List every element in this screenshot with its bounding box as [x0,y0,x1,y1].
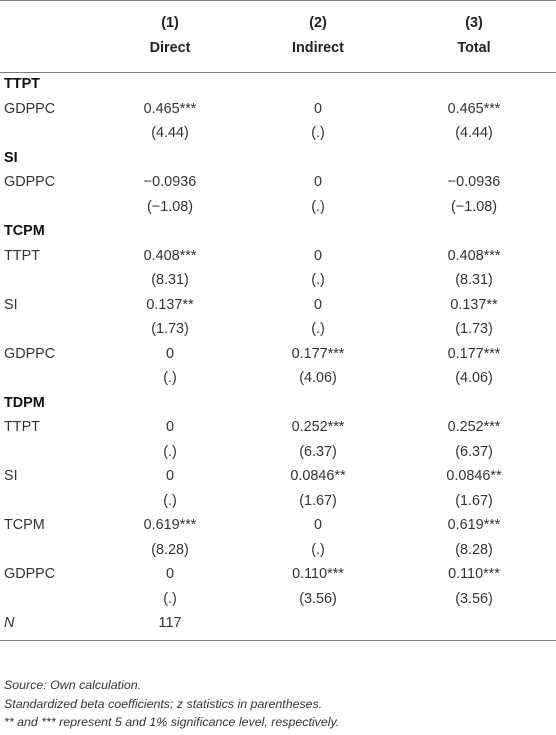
cell-col-1: 117 [158,615,182,631]
cell-col-2: (.) [311,272,325,288]
cell-col-3: 0.465*** [447,100,501,117]
cell-col-1: (4.44) [151,125,189,141]
note-coefficients: Standardized beta coefficients; z statistics in parentheses. [4,696,323,711]
cell-col-1: 0 [165,566,174,582]
z-stat-row [0,489,556,514]
coefficient-row [0,513,556,538]
row-label: GDPPC [4,345,56,362]
cell-col-3 [392,391,556,416]
cell-col-1: (1.73) [151,321,189,337]
cell-col-3: (3.56) [455,590,493,607]
cell-col-2: 0.177*** [291,345,345,362]
cell-col-2: 0 [313,174,322,190]
row-label: SI [4,468,18,484]
column-number-3: (3) [465,15,483,31]
cell-col-1: 0 [165,345,174,362]
cell-col-3: 0.0846** [446,468,502,484]
column-label-total: Total [457,40,491,56]
row-label [0,268,96,293]
cell-col-2 [244,219,392,244]
cell-col-1: 0.137** [146,296,194,313]
z-stat-row [0,317,556,342]
cell-col-1: (.) [163,492,177,509]
cell-col-2: 0 [313,517,322,533]
row-label: N [4,615,15,631]
cell-col-3: 0.619*** [447,517,501,533]
cell-col-2: (6.37) [299,443,337,460]
row-label [0,317,96,342]
cell-col-3: (−1.08) [451,198,497,215]
row-label [0,440,96,465]
cell-col-2: 0.110*** [292,566,344,582]
cell-col-2 [244,611,392,636]
z-stat-row [0,440,556,465]
cell-col-2: (3.56) [299,590,337,607]
cell-col-3: (1.67) [455,492,493,509]
cell-col-1: (.) [163,590,177,607]
cell-col-1 [96,391,244,416]
cell-col-2: (.) [311,541,325,558]
cell-col-3: (8.28) [455,541,493,558]
cell-col-2: 0.0846** [290,468,346,484]
section-row [0,219,556,244]
cell-col-3 [392,72,556,97]
z-stat-row [0,366,556,391]
note-significance: ** and *** represent 5 and 1% significance level, respectively. [4,715,340,729]
cell-col-2: (.) [311,321,325,337]
z-stat-row [0,587,556,612]
coefficient-row [0,562,556,587]
coefficient-row [0,415,556,440]
cell-col-2: 0 [313,296,322,313]
cell-col-3: (4.06) [455,370,493,386]
coefficient-row [0,293,556,318]
section-label: TTPT [4,76,40,92]
cell-col-2: (.) [311,198,325,215]
cell-col-1: (.) [163,443,177,460]
cell-col-3: (1.73) [455,321,493,337]
effects-table [0,1,556,636]
cell-col-3: (6.37) [455,443,493,460]
cell-col-3: 0.110*** [448,566,500,582]
row-label: TTPT [4,247,40,264]
row-label: TTPT [4,419,40,435]
cell-col-3 [392,146,556,171]
coefficient-row [0,244,556,269]
section-row [0,146,556,171]
cell-col-1: (−1.08) [147,198,193,215]
row-label [0,121,96,146]
column-label-indirect: Indirect [292,40,344,56]
cell-col-1 [96,146,244,171]
row-label: GDPPC [4,566,56,582]
cell-col-2: (4.06) [299,370,337,386]
row-label [0,366,96,391]
section-label: SI [4,149,18,166]
cell-col-2 [244,146,392,171]
row-label [0,538,96,563]
cell-col-3: (8.31) [455,272,493,288]
cell-col-1: 0.465*** [143,100,197,117]
cell-col-1: (8.31) [151,272,189,288]
cell-col-1: (8.28) [151,541,189,558]
cell-col-1: 0.408*** [143,247,197,264]
table-header [0,1,556,72]
n-row [0,611,556,636]
coefficient-row [0,97,556,122]
cell-col-3: 0.177*** [447,345,501,362]
cell-col-2 [244,391,392,416]
coefficient-row [0,464,556,489]
row-label: TCPM [4,517,45,533]
cell-col-3: 0.252*** [447,419,501,435]
header-empty-cell [0,36,96,72]
cell-col-3 [392,611,556,636]
cell-col-3: −0.0936 [447,174,501,190]
row-label: GDPPC [4,174,56,190]
column-number-2: (2) [309,15,327,31]
table-body [0,72,556,636]
cell-col-1: 0.619*** [143,517,197,533]
row-label [0,587,96,612]
cell-col-2 [244,72,392,97]
bottom-rule [0,640,556,641]
cell-col-2: (1.67) [299,492,337,509]
note-source: Source: Own calculation. [4,678,142,692]
cell-col-2: 0 [313,100,322,117]
row-label: SI [4,296,18,313]
section-row [0,72,556,97]
cell-col-1: (.) [163,370,177,386]
cell-col-1 [96,219,244,244]
section-label: TDPM [4,394,45,411]
section-label: TCPM [4,223,45,239]
row-label [0,489,96,514]
row-label: GDPPC [4,100,56,117]
row-label [0,195,96,220]
cell-col-1: 0 [165,419,174,435]
cell-col-3 [392,219,556,244]
coefficient-row [0,342,556,367]
table-notes [4,676,339,732]
cell-col-3: (4.44) [455,125,493,141]
z-stat-row [0,195,556,220]
cell-col-2: (.) [311,125,325,141]
z-stat-row [0,538,556,563]
header-empty-cell [0,1,96,36]
coefficient-row [0,170,556,195]
cell-col-1: −0.0936 [143,174,197,190]
cell-col-1 [96,72,244,97]
header-rule [0,72,556,73]
cell-col-3: 0.137** [450,296,498,313]
column-label-direct: Direct [149,40,191,56]
column-number-1: (1) [161,15,179,31]
section-row [0,391,556,416]
z-stat-row [0,121,556,146]
cell-col-2: 0 [313,247,322,264]
cell-col-3: 0.408*** [447,247,501,264]
cell-col-2: 0.252*** [291,419,345,435]
cell-col-1: 0 [165,468,174,484]
z-stat-row [0,268,556,293]
